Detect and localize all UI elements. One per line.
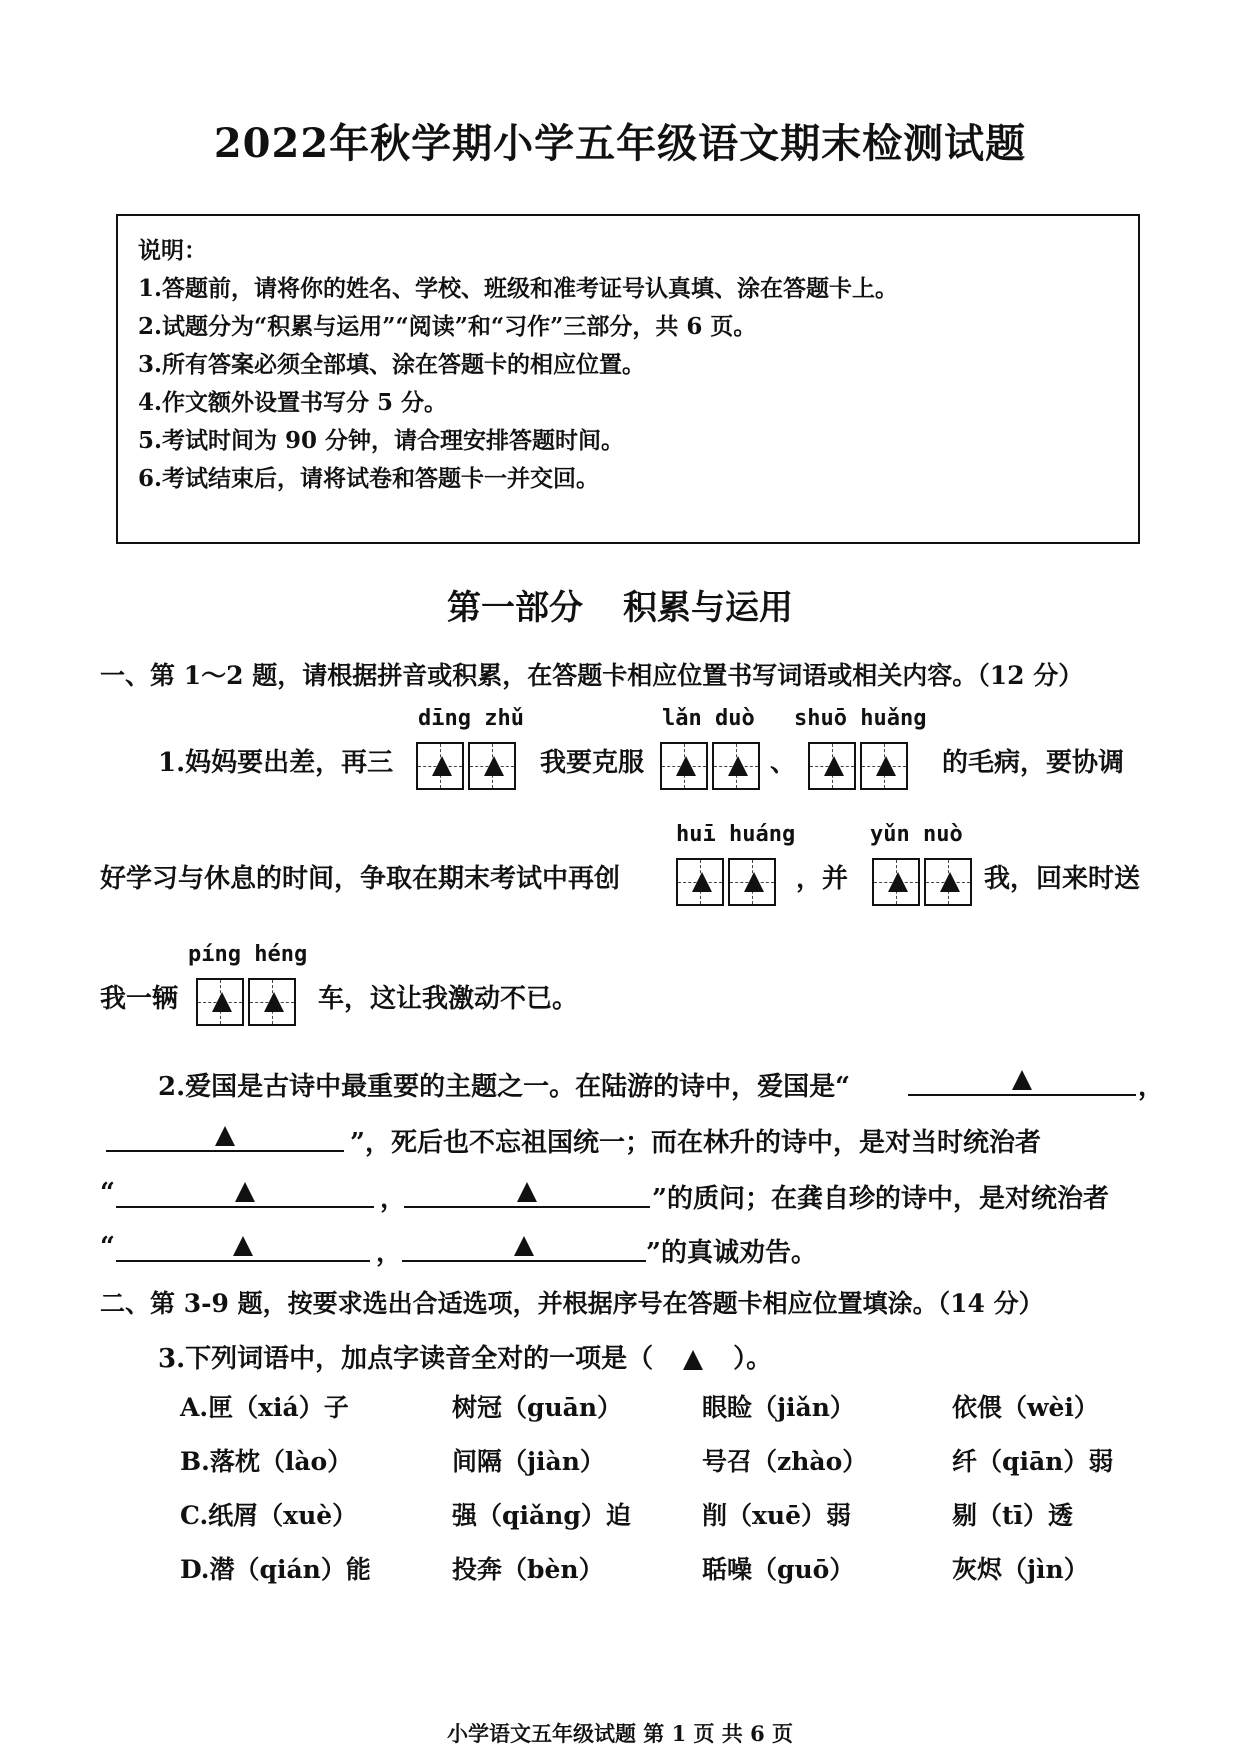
q2-text: ， [380, 1184, 407, 1214]
q2-text: ， [1138, 1072, 1165, 1102]
instructions-box [116, 214, 1140, 544]
page-footer: 小学语文五年级试题 第 1 页 共 6 页 [446, 1721, 794, 1746]
q2-text: 2.爱国是古诗中最重要的主题之一。在陆游的诗中，爱国是“ [158, 1072, 851, 1102]
q1-text: 的毛病，要协调 [942, 748, 1125, 778]
q2-text: ”的真诚劝告。 [646, 1238, 817, 1268]
answer-blank[interactable] [402, 1230, 646, 1262]
part-one-title [0, 580, 1240, 629]
q1-text: 我要克服 [540, 748, 645, 778]
instruction-item: 1.答题前，请将你的姓名、学校、班级和准考证号认真填、涂在答题卡上。 [138, 275, 899, 302]
q1-text: 好学习与休息的时间，争取在期末考试中再创 [100, 864, 621, 894]
instruction-item: 2.试题分为“积累与运用”“阅读”和“习作”三部分，共 6 页。 [138, 313, 757, 340]
q2-text: “ [100, 1232, 115, 1262]
q3-stem-end: ）。 [733, 1344, 773, 1374]
answer-grid[interactable] [416, 742, 516, 790]
option-d-item: 投奔（bèn） [452, 1555, 604, 1584]
answer-placeholder-icon [683, 1350, 703, 1370]
instruction-item: 5.考试时间为 90 分钟，请合理安排答题时间。 [138, 427, 625, 454]
q2-text: “ [100, 1178, 115, 1208]
q1-text: 我一辆 [100, 984, 179, 1014]
instructions-heading: 说明： [138, 237, 207, 264]
option-d-item[interactable]: D.潜（qián）能 [180, 1555, 371, 1584]
answer-blank[interactable] [404, 1176, 650, 1208]
option-c-item: 强（qiǎng）迫 [452, 1501, 631, 1530]
instruction-item: 6.考试结束后，请将试卷和答题卡一并交回。 [138, 465, 600, 492]
q1-text: 车，这让我激动不已。 [318, 984, 579, 1014]
instruction-item: 4.作文额外设置书写分 5 分。 [138, 389, 448, 416]
q1-text: 1.妈妈要出差，再三 [158, 748, 394, 778]
option-c-item: 削（xuē）弱 [702, 1501, 851, 1530]
q1-text: 、 [770, 748, 797, 778]
exam-title: 2022年秋学期小学五年级语文期末检测试题 [213, 120, 1027, 167]
option-b-item: 号召（zhào） [702, 1447, 868, 1476]
q1-text: 我，回来时送 [984, 864, 1141, 894]
part-subtitle: 积累与运用 [623, 588, 793, 628]
answer-grid[interactable] [676, 858, 776, 906]
answer-blank[interactable] [106, 1120, 344, 1152]
answer-grid[interactable] [872, 858, 972, 906]
q1-text: ，并 [796, 864, 849, 894]
pinyin-label: huī huáng [676, 822, 796, 847]
option-a-item[interactable]: A.匣（xiá）子 [180, 1393, 349, 1422]
q3-stem-start: 3.下列词语中，加点字读音全对的一项是（ [158, 1344, 654, 1374]
q2-text: ”，死后也不忘祖国统一；而在林升的诗中，是对当时统治者 [350, 1128, 1041, 1158]
section-two-heading: 二、第 3-9 题，按要求选出合适选项，并根据序号在答题卡相应位置填涂。（14 分） [100, 1289, 1044, 1318]
q2-text: ”的质问；在龚自珍的诗中，是对统治者 [652, 1184, 1109, 1214]
answer-grid[interactable] [808, 742, 908, 790]
pinyin-label: shuō huǎng [794, 706, 927, 731]
answer-grid[interactable] [660, 742, 760, 790]
option-b-item: 纤（qiān）弱 [952, 1447, 1114, 1476]
section-one-heading: 一、第 1～2 题，请根据拼音或积累，在答题卡相应位置书写词语或相关内容。（12 分） [100, 661, 1084, 690]
option-b-item: 间隔（jiàn） [452, 1447, 605, 1476]
option-a-item: 树冠（guān） [452, 1393, 623, 1422]
option-c-item[interactable]: C.纸屑（xuè） [180, 1501, 358, 1530]
pinyin-label: lǎn duò [662, 706, 755, 731]
option-b-item[interactable]: B.落枕（lào） [180, 1447, 353, 1476]
pinyin-label: yǔn nuò [870, 822, 963, 847]
answer-blank[interactable] [908, 1064, 1136, 1096]
option-a-item: 眼睑（jiǎn） [702, 1393, 855, 1422]
pinyin-label: píng héng [188, 942, 308, 967]
option-d-item: 灰烬（jìn） [952, 1555, 1089, 1584]
option-c-item: 剔（tī）透 [952, 1501, 1074, 1530]
q2-text: ， [376, 1238, 403, 1268]
pinyin-label: dīng zhǔ [418, 706, 524, 731]
option-a-item: 依偎（wèi） [952, 1393, 1099, 1422]
answer-blank[interactable] [116, 1176, 374, 1208]
answer-blank[interactable] [116, 1230, 370, 1262]
option-d-item: 聒噪（guō） [702, 1555, 855, 1584]
instruction-item: 3.所有答案必须全部填、涂在答题卡的相应位置。 [138, 351, 646, 378]
part-name: 第一部分 [447, 588, 583, 628]
answer-grid[interactable] [196, 978, 296, 1026]
q3-stem [158, 1338, 772, 1375]
